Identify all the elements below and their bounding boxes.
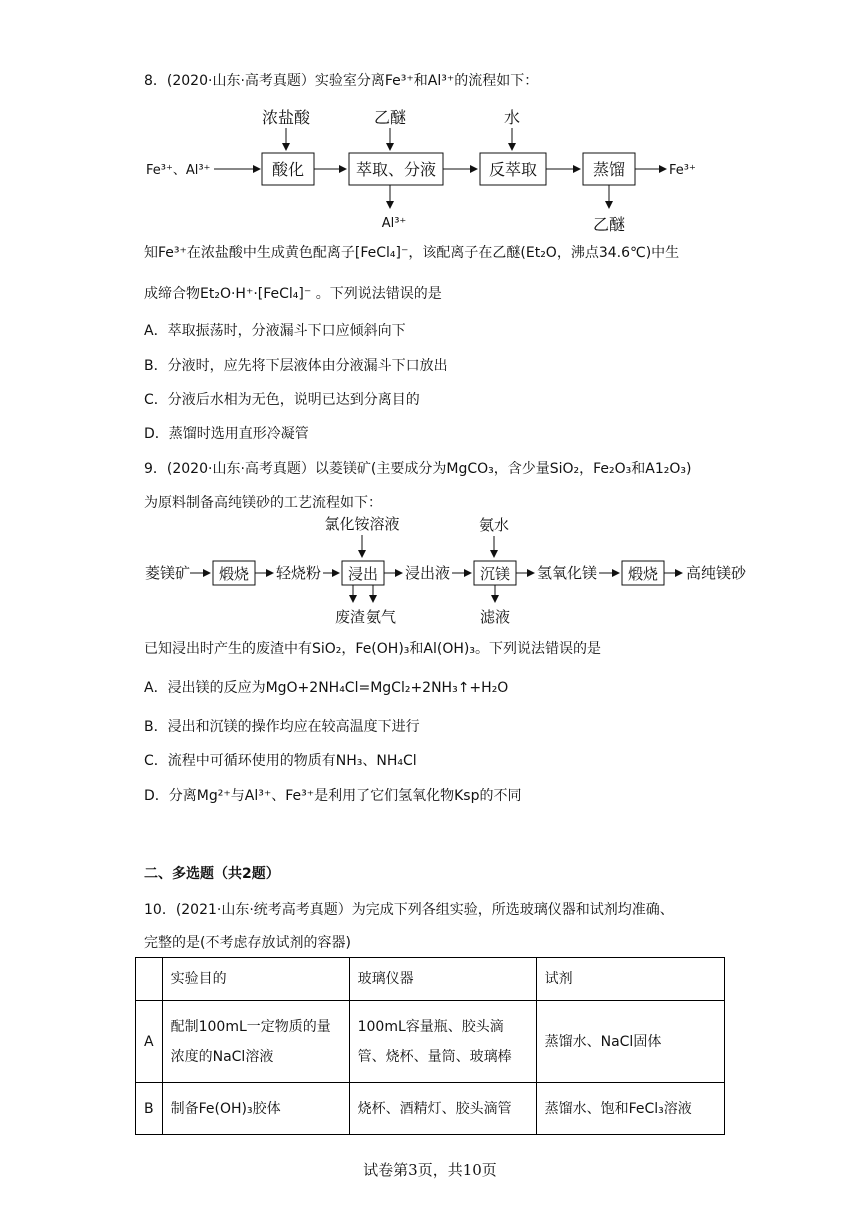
q8-option-b: B．分液时，应先将下层液体由分液漏斗下口放出 — [144, 358, 448, 374]
q8-start: Fe³⁺、Al³⁺ — [146, 163, 211, 178]
table-cell: 100mL容量瓶、胶头滴管、烧杯、量筒、玻璃棒 — [349, 1001, 536, 1083]
q9-info: 已知浸出时产生的废渣中有SiO₂，Fe(OH)₃和Al(OH)₃。下列说法错误的是 — [144, 641, 601, 657]
q8-option-d: D．蒸馏时选用直形冷凝管 — [144, 426, 309, 442]
q9-box-leach: 浸出 — [347, 565, 379, 583]
q9-stem-2: 为原料制备高纯镁砂的工艺流程如下： — [144, 495, 382, 511]
q8-input-water: 水 — [503, 108, 521, 127]
table-row — [136, 1083, 725, 1135]
q8-info-1: 知Fe³⁺在浓盐酸中生成黄色配离子[FeCl₄]⁻，该配离子在乙醚(Et₂O，沸点34.6℃)中生 — [144, 245, 680, 261]
q8-output-ether: 乙醚 — [592, 215, 626, 234]
q8-step-extract: 萃取、分液 — [355, 160, 437, 179]
q8-step-distill: 蒸馏 — [592, 160, 626, 179]
section-title: 二、多选题（共2题） — [144, 866, 280, 882]
q8-option-a: A．萃取振荡时，分液漏斗下口应倾斜向下 — [144, 323, 406, 339]
q9-box-precipitate: 沉镁 — [479, 565, 511, 583]
q8-option-c: C．分液后水相为无色，说明已达到分离目的 — [144, 392, 420, 408]
table-cell: 制备Fe(OH)₃胶体 — [162, 1083, 349, 1135]
q10-table — [135, 957, 725, 1135]
q9-input-ammonia: 氨水 — [478, 516, 510, 534]
q8-end: Fe³⁺ — [669, 163, 696, 178]
table-header-cell: 实验目的 — [162, 958, 349, 1001]
q8-info-2: 成缔合物Et₂O·H⁺·[FeCl₄]⁻ 。下列说法错误的是 — [144, 286, 442, 302]
q9-mid-leachate: 浸出液 — [405, 564, 451, 582]
table-cell: 烧杯、酒精灯、胶头滴管 — [349, 1083, 536, 1135]
q9-mid-powder: 轻烧粉 — [276, 564, 322, 582]
q8-step-backextract: 反萃取 — [488, 160, 538, 179]
q8-step-acidify: 酸化 — [271, 160, 305, 179]
table-cell: 蒸馏水、NaCl固体 — [536, 1001, 724, 1083]
q9-end: 高纯镁砂 — [686, 564, 747, 582]
table-cell: 配制100mL一定物质的量浓度的NaCl溶液 — [162, 1001, 349, 1083]
table-cell: 蒸馏水、饱和FeCl₃溶液 — [536, 1083, 724, 1135]
table-header-cell: 玻璃仪器 — [349, 958, 536, 1001]
q9-stem-1: 9．(2020·山东·高考真题）以菱镁矿(主要成分为MgCO₃，含少量SiO₂，Fe₂O₃和A1₂O₃) — [144, 461, 692, 477]
q9-output-residue: 废渣 — [334, 608, 366, 626]
q8-input-hcl: 浓盐酸 — [261, 108, 311, 127]
q8-input-ether: 乙醚 — [373, 108, 407, 127]
q8-output-al: Al³⁺ — [381, 216, 407, 231]
q9-option-c: C．流程中可循环使用的物质有NH₃、NH₄Cl — [144, 753, 417, 769]
q8-stem: 8．(2020·山东·高考真题）实验室分离Fe³⁺和Al³⁺的流程如下： — [144, 73, 539, 89]
q9-box-calcine-2: 煅烧 — [627, 565, 659, 583]
page-footer: 试卷第3页，共10页 — [363, 1161, 497, 1179]
q9-output-filtrate: 滤液 — [479, 608, 511, 626]
table-header-row — [136, 958, 725, 1001]
q9-output-nh3: 氨气 — [365, 608, 397, 626]
q9-option-a: A．浸出镁的反应为MgO+2NH₄Cl=MgCl₂+2NH₃↑+H₂O — [144, 680, 509, 696]
table-cell: B — [136, 1083, 163, 1135]
q9-mid-hydroxide: 氢氧化镁 — [537, 564, 598, 582]
q9-option-b: B．浸出和沉镁的操作均应在较高温度下进行 — [144, 719, 420, 735]
table-cell: A — [136, 1001, 163, 1083]
table-header-cell: 试剂 — [536, 958, 724, 1001]
q9-option-d: D．分离Mg²⁺与Al³⁺、Fe³⁺是利用了它们氢氧化物Ksp的不同 — [144, 788, 522, 804]
q10-stem-1: 10．(2021·山东·统考高考真题）为完成下列各组实验，所选玻璃仪器和试剂均准确、 — [144, 902, 674, 918]
q9-input-nh4cl: 氯化铵溶液 — [324, 515, 400, 533]
table-header-cell — [136, 958, 163, 1001]
table-row — [136, 1001, 725, 1083]
q9-box-calcine-1: 煅烧 — [218, 565, 250, 583]
q10-stem-2: 完整的是(不考虑存放试剂的容器) — [144, 935, 351, 951]
q9-start: 菱镁矿 — [145, 564, 191, 582]
